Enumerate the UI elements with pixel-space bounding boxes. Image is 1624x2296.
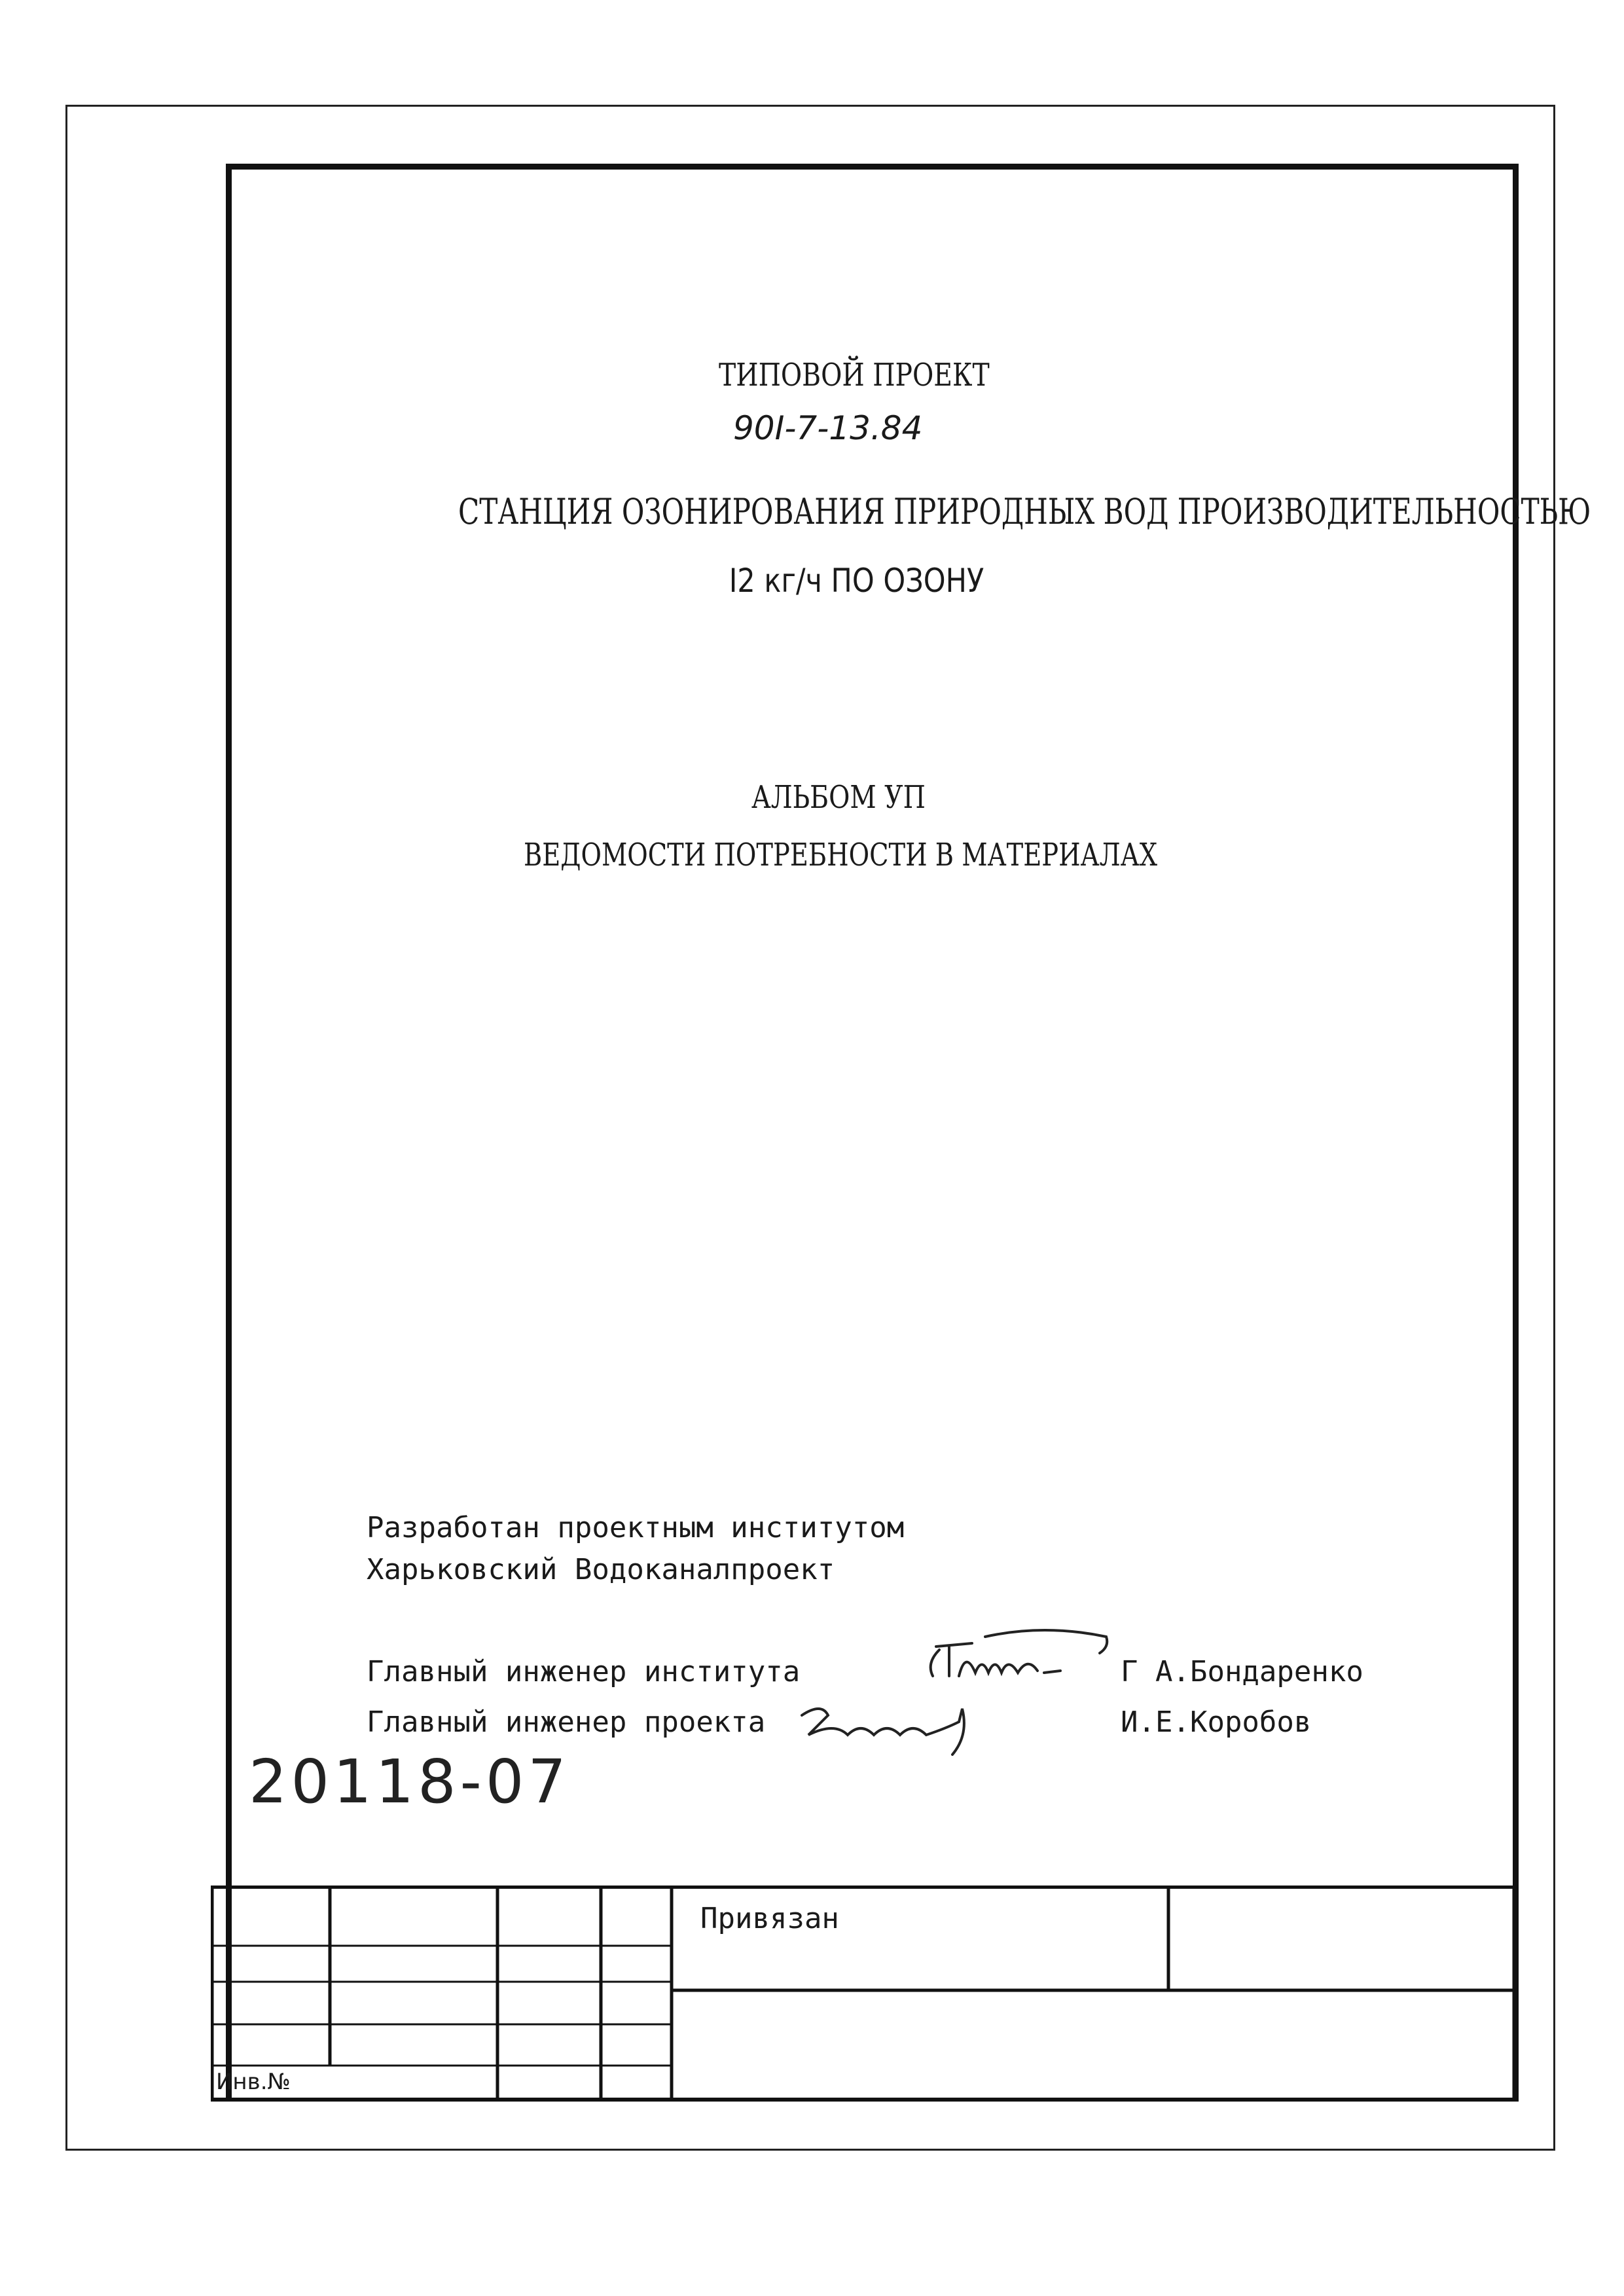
title-block-grid [211, 1886, 1519, 2102]
signature-1-image [913, 1611, 1129, 1696]
project-code: 90I-7-13.84 [733, 409, 923, 447]
album-subtitle: ВЕДОМОСТИ ПОТРЕБНОСТИ В МАТЕРИАЛАХ [524, 837, 1158, 873]
signature-role-2: Главный инженер проекта [367, 1705, 766, 1739]
title-line-1: СТАНЦИЯ ОЗОНИРОВАНИЯ ПРИРОДНЫХ ВОД ПРОИЗВОДИТЕЛЬНОСТЬЮ [458, 491, 1591, 532]
title-block [211, 1886, 1519, 2102]
title-line-2: I2 кг/ч ПО ОЗОНУ [729, 562, 984, 600]
bound-label: Привязан [700, 1902, 839, 1935]
doc-type: ТИПОВОЙ ПРОЕКТ [719, 357, 990, 393]
developer-line-2: Харьковский Водоканалпроект [367, 1553, 835, 1586]
album-name: АЛЬБОМ УП [751, 779, 926, 816]
inventory-label: Инв.№ [216, 2069, 291, 2095]
registration-number: 20118-07 [249, 1747, 570, 1817]
signature-2-image [782, 1696, 1057, 1768]
signature-name-2: И.Е.Коробов [1121, 1705, 1312, 1739]
developer-line-1: Разработан проектным институтом [367, 1511, 905, 1544]
signature-name-1: Г А.Бондаренко [1121, 1655, 1363, 1688]
signature-role-1: Главный инженер института [367, 1655, 801, 1688]
